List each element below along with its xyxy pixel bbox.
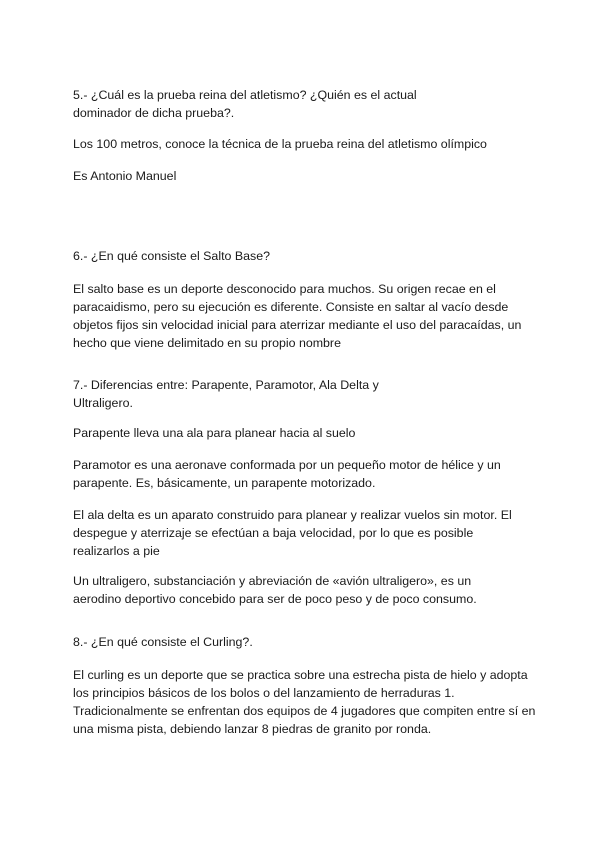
question-5-line-1: 5.- ¿Cuál es la prueba reina del atletismo? ¿Quién es el actual [73,88,417,102]
answer-7-paramotor-line-2: parapente. Es, básicamente, un parapente motorizado. [73,476,376,490]
answer-8-line-3: Tradicionalmente se enfrentan dos equipos de 4 jugadores que compiten entre sí en [73,704,536,718]
answer-6-line-1: El salto base es un deporte desconocido para muchos. Su origen recae en el [73,282,496,296]
answer-8-line-1: El curling es un deporte que se practica sobre una estrecha pista de hielo y adopta [73,668,528,682]
question-7-line-2: Ultraligero. [73,396,133,410]
answer-7-ala-delta-line-2: despegue y aterrizaje se efectúan a baja velocidad, por lo que es posible [73,526,474,540]
answer-7-ultraligero [73,572,533,608]
answer-7-ala-delta-line-3: realizarlos a pie [73,544,160,558]
answer-8 [73,666,536,738]
answer-5-line-2: Es Antonio Manuel [73,169,177,183]
question-6 [73,247,533,265]
answer-5-line-1: Los 100 metros, conoce la técnica de la prueba reina del atletismo olímpico [73,137,487,151]
answer-7-ultraligero-line-1: Un ultraligero, substanciación y abreviación de «avión ultraligero», es un [73,574,472,588]
answer-6-line-3: objetos fijos sin velocidad inicial para aterrizar mediante el uso del paracaídas, un [73,318,522,332]
answer-7-ala-delta-line-1: El ala delta es un aparato construido para planear y realizar vuelos sin motor. El [73,508,512,522]
question-7-line-1: 7.- Diferencias entre: Parapente, Paramotor, Ala Delta y [73,378,379,392]
question-5-line-2: dominador de dicha prueba?. [73,106,235,120]
question-6-line: 6.- ¿En qué consiste el Salto Base? [73,249,270,263]
answer-5-text-2 [73,167,533,185]
answer-8-line-4: una misma pista, debiendo lanzar 8 piedras de granito por ronda. [73,722,432,736]
answer-8-line-2: los principios básicos de los bolos o del lanzamiento de herraduras 1. [73,686,455,700]
answer-7-parapente-line: Parapente lleva una ala para planear hacia al suelo [73,426,356,440]
answer-6 [73,280,533,352]
answer-7-paramotor [73,456,533,492]
question-7 [73,376,533,412]
answer-7-ala-delta [73,506,533,560]
question-5 [73,86,533,122]
answer-7-ultraligero-line-2: aerodino deportivo concebido para ser de poco peso y de poco consumo. [73,592,477,606]
answer-6-line-4: hecho que viene delimitado en su propio nombre [73,336,341,350]
answer-7-parapente [73,424,533,442]
answer-6-line-2: paracaidismo, pero su ejecución es diferente. Consiste en saltar al vacío desde [73,300,509,314]
question-8 [73,633,533,651]
question-8-line: 8.- ¿En qué consiste el Curling?. [73,635,253,649]
answer-7-paramotor-line-1: Paramotor es una aeronave conformada por un pequeño motor de hélice y un [73,458,501,472]
answer-5-text-1 [73,135,533,153]
